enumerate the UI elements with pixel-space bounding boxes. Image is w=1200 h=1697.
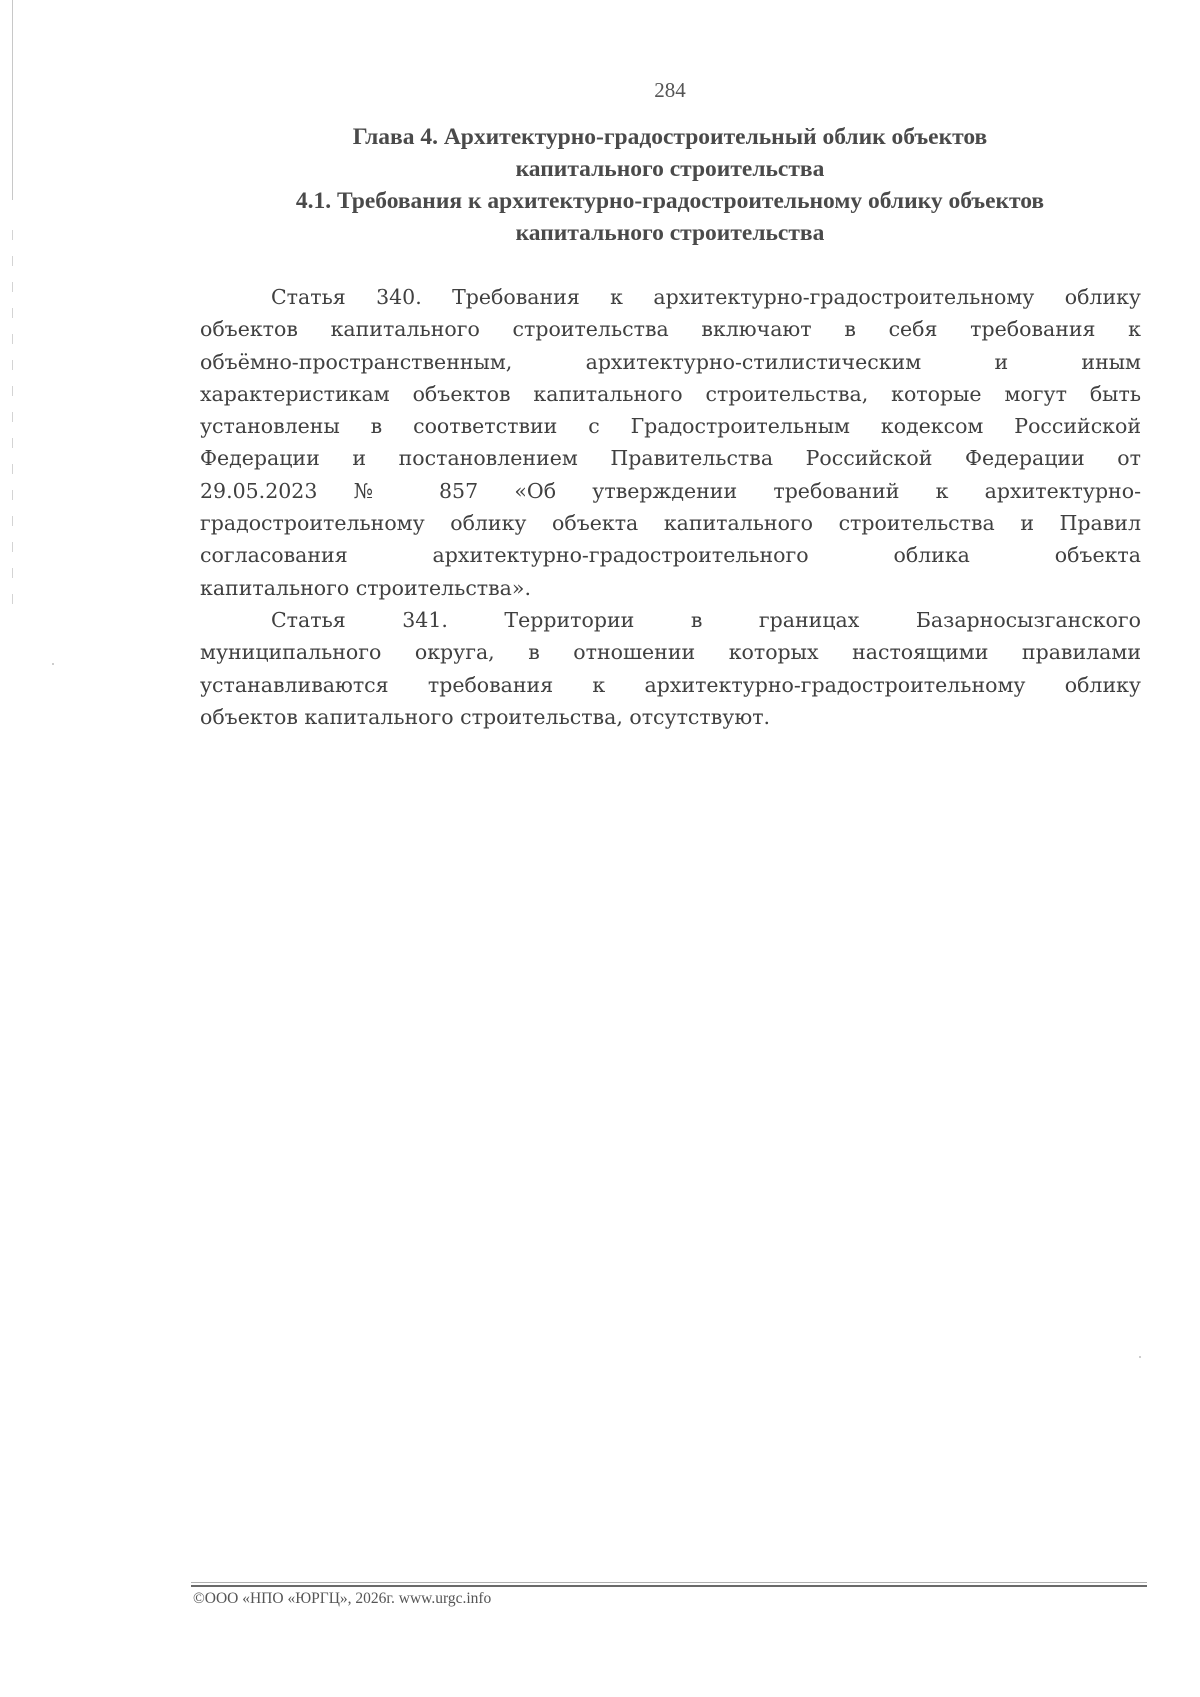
text-line: характеристикам объектов капитального строительства, которые могут быть [200,381,1141,406]
scan-speck [1139,1356,1141,1358]
document-body [200,281,1141,733]
text-line: градостроительному облику объекта капитального строительства и Правил [200,511,1141,536]
text-line: капитального строительства». [200,575,531,600]
footer-divider [191,1585,1147,1587]
text-line: муниципального округа, в отношении которых настоящими правилами [200,640,1141,665]
footer-divider-thin [191,1582,1147,1583]
chapter-title-line-1: Глава 4. Архитектурно-градостроительный облик объектов [352,124,988,150]
text-line: Федерации и постановлением Правительства Российской Федерации от [200,446,1141,471]
scan-edge-dashes [12,230,13,610]
text-line: 29.05.2023 № 857 «Об утверждении требований к архитектурно- [200,478,1141,503]
text-line: Статья 340. Требования к архитектурно-градостроительному облику [271,285,1141,309]
chapter-heading [200,121,1140,249]
chapter-title-line-2: капитального строительства [515,156,825,182]
footer-copyright: ©ООО «НПО «ЮРГЦ», 2026г. www.urgc.info [193,1590,492,1607]
text-line: объектов капитального строительства, отсутствуют. [200,704,771,729]
text-line: объёмно-пространственным, архитектурно-стилистическим и иным [200,349,1141,374]
text-line: согласования архитектурно-градостроительного облика объекта [200,543,1141,568]
text-line: установлены в соответствии с Градостроительным кодексом Российской [200,414,1141,439]
section-title-line-1: 4.1. Требования к архитектурно-градостроительному облику объектов [295,188,1045,214]
page-number: 284 [654,78,686,102]
article-340 [200,281,1141,604]
article-341 [200,604,1141,733]
text-line: устанавливаются требования к архитектурно-градостроительному облику [200,672,1141,697]
text-line: Статья 341. Территории в границах Базарносызганского [271,607,1141,632]
scan-speck [52,663,54,665]
text-line: объектов капитального строительства включают в себя требования к [200,317,1141,342]
section-title-line-2: капитального строительства [515,220,825,246]
